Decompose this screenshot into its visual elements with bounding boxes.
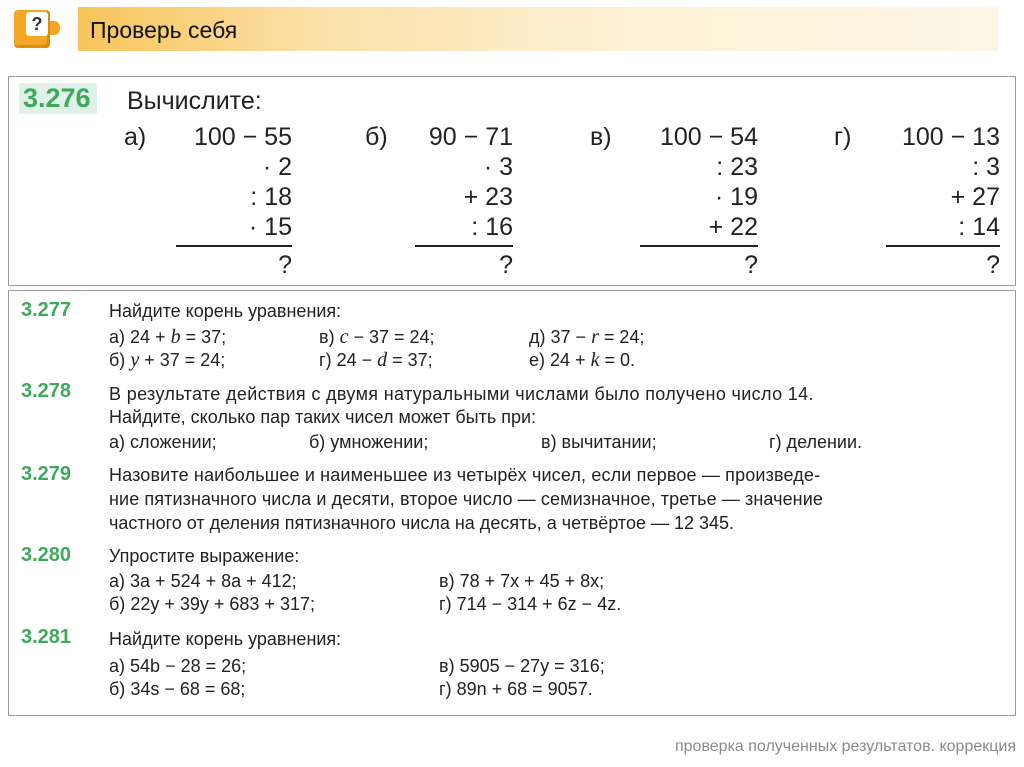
column-line: + 27 xyxy=(950,183,1000,211)
column-line: · 19 xyxy=(714,183,758,211)
question-mark-icon: ? xyxy=(26,12,48,36)
task-281-prompt: Найдите корень уравнения: xyxy=(109,629,342,649)
column-result: ? xyxy=(278,251,292,279)
task-276-column-g xyxy=(834,121,1000,281)
column-result: ? xyxy=(986,251,1000,279)
help-badge xyxy=(8,8,58,48)
column-line: : 3 xyxy=(972,153,1000,181)
result-rule xyxy=(415,245,513,247)
column-line: · 15 xyxy=(248,213,292,241)
column-line: 100 − 13 xyxy=(901,123,1000,151)
task-279-line: Назовите наибольшее и наименьшее из четырёх чисел, если первое — произведе- xyxy=(109,465,821,485)
task-279-line: частного от деления пятизначного числа на десять, а четвёртое — 12 345. xyxy=(109,513,735,533)
equation-item: б) 34s − 68 = 68; xyxy=(109,679,246,699)
task-278-number: 3.278 xyxy=(21,380,72,402)
result-rule xyxy=(640,245,758,247)
page-title: Проверь себя xyxy=(90,17,238,43)
task-276-column-b xyxy=(365,121,513,281)
column-line: + 22 xyxy=(708,213,758,241)
column-label: в) xyxy=(590,123,612,151)
equation-item: в) 5905 − 27y = 316; xyxy=(439,656,605,676)
tasks-panel xyxy=(8,290,1016,716)
task-276-column-v xyxy=(590,121,758,281)
column-line: : 14 xyxy=(958,213,1000,241)
puzzle-tab-icon xyxy=(50,21,60,35)
column-line: : 18 xyxy=(250,183,292,211)
result-rule xyxy=(176,245,292,247)
task-278-line: В результате действия с двумя натуральными числами было получено число 14. xyxy=(109,384,814,404)
column-line: 90 − 71 xyxy=(428,123,513,151)
expression-item: б) 22y + 39y + 683 + 317; xyxy=(109,594,315,614)
expression-item: в) 78 + 7x + 45 + 8x; xyxy=(439,571,605,591)
task-280-prompt: Упростите выражение: xyxy=(109,546,300,566)
result-rule xyxy=(886,245,1000,247)
equation-item: д) 37 − r = 24; xyxy=(529,326,645,348)
task-279-line: ние пятизначного числа и десяти, второе число — семизначное, третье — значение xyxy=(109,489,823,509)
equation-item: е) 24 + k = 0. xyxy=(529,349,635,371)
column-label: а) xyxy=(124,123,147,151)
column-line: 100 − 54 xyxy=(659,123,758,151)
expression-item: г) 714 − 314 + 6z − 4z. xyxy=(439,594,622,614)
equation-item: а) 24 + b = 37; xyxy=(109,326,227,348)
option-item: б) умножении; xyxy=(309,432,429,452)
option-item: в) вычитании; xyxy=(541,432,657,452)
equation-item: г) 24 − d = 37; xyxy=(319,349,433,371)
task-276-panel xyxy=(8,76,1016,286)
equation-item: б) y + 37 = 24; xyxy=(109,349,226,371)
column-line: : 16 xyxy=(471,213,513,241)
column-label: б) xyxy=(365,123,388,151)
column-line: · 2 xyxy=(262,153,292,181)
task-277-prompt: Найдите корень уравнения: xyxy=(109,301,342,321)
task-276-column-a xyxy=(124,121,292,281)
column-label: г) xyxy=(834,123,852,151)
option-item: г) делении. xyxy=(769,432,863,452)
equation-item: а) 54b − 28 = 26; xyxy=(109,656,247,676)
column-line: : 23 xyxy=(716,153,758,181)
header-bar xyxy=(78,7,998,51)
task-281-number: 3.281 xyxy=(21,626,72,648)
column-line: + 23 xyxy=(463,183,513,211)
task-276-prompt: Вычислите: xyxy=(127,87,262,115)
column-line: · 3 xyxy=(483,153,513,181)
task-276-number: 3.276 xyxy=(19,83,97,114)
column-line: 100 − 55 xyxy=(193,123,292,151)
task-280-number: 3.280 xyxy=(21,544,72,566)
footer-caption: проверка полученных результатов. коррекция xyxy=(674,738,1016,755)
task-277-number: 3.277 xyxy=(21,299,72,321)
expression-item: а) 3a + 524 + 8a + 412; xyxy=(109,571,297,591)
column-result: ? xyxy=(499,251,513,279)
task-279-number: 3.279 xyxy=(21,463,72,485)
column-result: ? xyxy=(744,251,758,279)
option-item: а) сложении; xyxy=(109,432,217,452)
equation-item: в) c − 37 = 24; xyxy=(319,326,435,348)
task-278-line: Найдите, сколько пар таких чисел может быть при: xyxy=(109,407,537,427)
puzzle-icon xyxy=(14,10,50,48)
equation-item: г) 89n + 68 = 9057. xyxy=(439,679,593,699)
